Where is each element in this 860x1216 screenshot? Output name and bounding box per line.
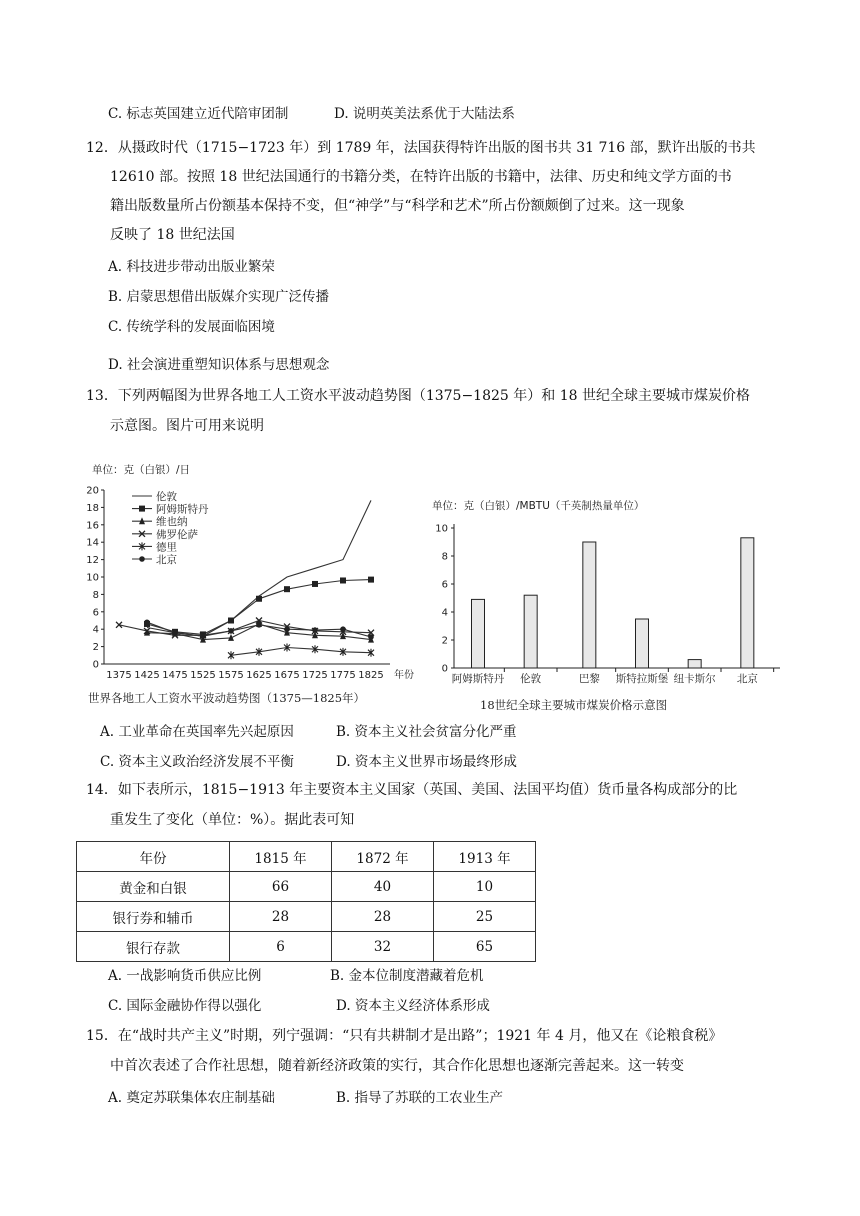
coal-chart-title: 18世纪全球主要城市煤炭价格示意图 [480, 698, 668, 712]
coal-bar [741, 538, 754, 668]
table-cell: 黄金和白银 [77, 872, 230, 902]
coal-y-tick-label: 6 [441, 579, 448, 591]
coal-bar-chart [424, 492, 784, 692]
q14-option-a: A. 一战影响货币供应比例 [108, 968, 262, 984]
legend-label: 阿姆斯特丹 [156, 503, 209, 516]
coal-bar [524, 595, 537, 668]
wage-y-tick-label: 2 [92, 642, 99, 654]
wage-x-tick-label: 1475 [162, 670, 188, 681]
legend-label: 北京 [156, 554, 177, 566]
wage-y-tick-label: 16 [86, 520, 99, 532]
wage-y-tick-label: 14 [86, 537, 99, 549]
q15-stem-line2: 中首次表述了合作社思想，随着新经济政策的实行，其合作化思想也逐渐完善起来。这一转变 [110, 1058, 684, 1074]
coal-bar [472, 599, 485, 668]
q13-option-b: B. 资本主义社会贫富分化严重 [336, 724, 517, 740]
table-cell: 28 [332, 902, 434, 932]
table-cell: 66 [230, 872, 332, 902]
table-row [77, 902, 536, 932]
coal-category-label: 阿姆斯特丹 [451, 673, 505, 685]
q14-option-b: B. 金本位制度潜藏着危机 [330, 968, 484, 984]
series-point [172, 630, 178, 636]
table-header-cell: 1872 年 [332, 842, 434, 872]
wage-x-tick-label: 1825 [358, 670, 384, 681]
series-point [340, 626, 346, 632]
q12-option-d: D. 社会演进重塑知识体系与思想观念 [108, 357, 330, 373]
coal-chart-ylabel: 单位：克（白银）/MBTU（千英制热量单位） [432, 500, 645, 512]
q12-option-a: A. 科技进步带动出版业繁荣 [108, 259, 275, 275]
wage-y-tick-label: 10 [86, 572, 99, 584]
coal-bar [583, 542, 596, 668]
series-point [368, 577, 374, 583]
wage-y-tick-label: 20 [86, 485, 99, 497]
currency-composition-table [76, 841, 536, 962]
wage-x-axis-label: 年份 [394, 670, 414, 681]
wage-y-tick-label: 0 [92, 659, 99, 671]
series-point [368, 634, 374, 640]
table-header-cell: 1815 年 [230, 842, 332, 872]
q12-stem-line1: 12．从摄政时代（1715−1723 年）到 1789 年，法国获得特许出版的图书共 31 716 部，默许出版的书共 [86, 140, 756, 156]
series-line-5 [231, 648, 371, 656]
coal-y-tick-label: 2 [441, 635, 448, 647]
series-point [340, 577, 346, 583]
coal-category-label: 纽卡斯尔 [673, 673, 716, 685]
wage-y-tick-label: 4 [92, 624, 99, 636]
table-cell: 40 [332, 872, 434, 902]
wage-x-tick-label: 1625 [246, 670, 272, 681]
series-point [139, 506, 145, 512]
table-cell: 10 [434, 872, 536, 902]
table-cell: 65 [434, 932, 536, 962]
wage-chart-ylabel: 单位：克（白银）/日 [92, 464, 191, 476]
wage-y-tick-label: 8 [92, 589, 99, 601]
table-header-cell: 年份 [77, 842, 230, 872]
table-header-row [77, 842, 536, 872]
series-point [200, 633, 206, 639]
wage-x-tick-label: 1775 [330, 670, 356, 681]
table-header-cell: 1913 年 [434, 842, 536, 872]
table-cell: 28 [230, 902, 332, 932]
legend-label: 伦敦 [156, 491, 177, 503]
table-cell: 银行券和辅币 [77, 902, 230, 932]
coal-y-tick-label: 0 [441, 663, 448, 675]
series-point [312, 627, 318, 633]
series-point [284, 586, 290, 592]
series-point [144, 619, 150, 625]
legend-label: 德里 [156, 541, 177, 554]
coal-category-label: 巴黎 [578, 673, 600, 685]
q15-option-a: A. 奠定苏联集体农庄制基础 [108, 1090, 275, 1106]
wage-chart-title: 世界各地工人工资水平波动趋势图（1375—1825年） [88, 691, 366, 705]
q13-option-a: A. 工业革命在英国率先兴起原因 [100, 724, 294, 740]
q14-option-d: D. 资本主义经济体系形成 [336, 998, 490, 1014]
q12-option-c: C. 传统学科的发展面临困境 [108, 319, 275, 335]
q15-option-b: B. 指导了苏联的工农业生产 [336, 1090, 504, 1106]
q15-stem-line1: 15．在“战时共产主义”时期，列宁强调：“只有共耕制才是出路”；1921 年 4 月，他又在《论粮食税》 [86, 1028, 723, 1044]
table-cell: 6 [230, 932, 332, 962]
coal-category-label: 北京 [736, 673, 758, 685]
wage-x-tick-label: 1725 [302, 670, 328, 681]
coal-bar [636, 619, 649, 668]
wage-y-tick-label: 18 [86, 502, 99, 514]
q13-stem-line2: 示意图。图片可用来说明 [110, 418, 264, 434]
q12-stem-line2: 12610 部。按照 18 世纪法国通行的书籍分类，在特许出版的书籍中，法律、历史和纯文学方面的书 [110, 169, 732, 185]
coal-y-tick-label: 4 [441, 607, 448, 619]
wage-y-tick-label: 6 [92, 607, 99, 619]
table-row [77, 932, 536, 962]
series-point [312, 581, 318, 587]
q11-option-c: C. 标志英国建立近代陪审团制 [108, 106, 289, 122]
legend-label: 佛罗伦萨 [156, 528, 198, 541]
series-point [284, 626, 290, 632]
coal-bar [688, 660, 701, 668]
q12-stem-line4: 反映了 18 世纪法国 [110, 227, 235, 243]
wage-line-chart [82, 458, 422, 688]
q11-option-d: D. 说明英美法系优于大陆法系 [334, 106, 515, 122]
q13-option-d: D. 资本主义世界市场最终形成 [336, 754, 517, 770]
q12-stem-line3: 籍出版数量所占份额基本保持不变，但“神学”与“科学和艺术”所占份额颇倒了过来。这一现象 [110, 198, 685, 214]
wage-x-tick-label: 1425 [134, 670, 160, 681]
wage-x-tick-label: 1525 [190, 670, 216, 681]
wage-y-tick-label: 12 [86, 555, 99, 567]
q14-option-c: C. 国际金融协作得以强化 [108, 998, 262, 1014]
q14-stem-line2: 重发生了变化（单位：%）。据此表可知 [110, 812, 355, 828]
q13-stem-line1: 13．下列两幅图为世界各地工人工资水平波动趋势图（1375−1825 年）和 18 世纪全球主要城市煤炭价格 [86, 388, 750, 404]
table-cell: 银行存款 [77, 932, 230, 962]
series-point [228, 618, 234, 624]
coal-y-tick-label: 8 [441, 551, 448, 563]
series-point [228, 628, 234, 634]
table-cell: 32 [332, 932, 434, 962]
coal-category-label: 斯特拉斯堡 [615, 673, 669, 685]
wage-x-tick-label: 1675 [274, 670, 300, 681]
table-row [77, 872, 536, 902]
q13-option-c: C. 资本主义政治经济发展不平衡 [100, 754, 294, 770]
series-point [256, 622, 262, 628]
q14-stem-line1: 14．如下表所示，1815−1913 年主要资本主义国家（英国、美国、法国平均值）货币量各构成部分的比 [86, 782, 738, 798]
wage-x-tick-label: 1375 [106, 670, 132, 681]
series-point [139, 556, 145, 562]
coal-category-label: 伦敦 [520, 673, 542, 685]
coal-y-tick-label: 10 [435, 523, 448, 535]
series-point [256, 596, 262, 602]
legend-label: 维也纳 [156, 516, 188, 529]
q12-option-b: B. 启蒙思想借出版媒介实现广泛传播 [108, 289, 330, 305]
wage-x-tick-label: 1575 [218, 670, 244, 681]
table-cell: 25 [434, 902, 536, 932]
